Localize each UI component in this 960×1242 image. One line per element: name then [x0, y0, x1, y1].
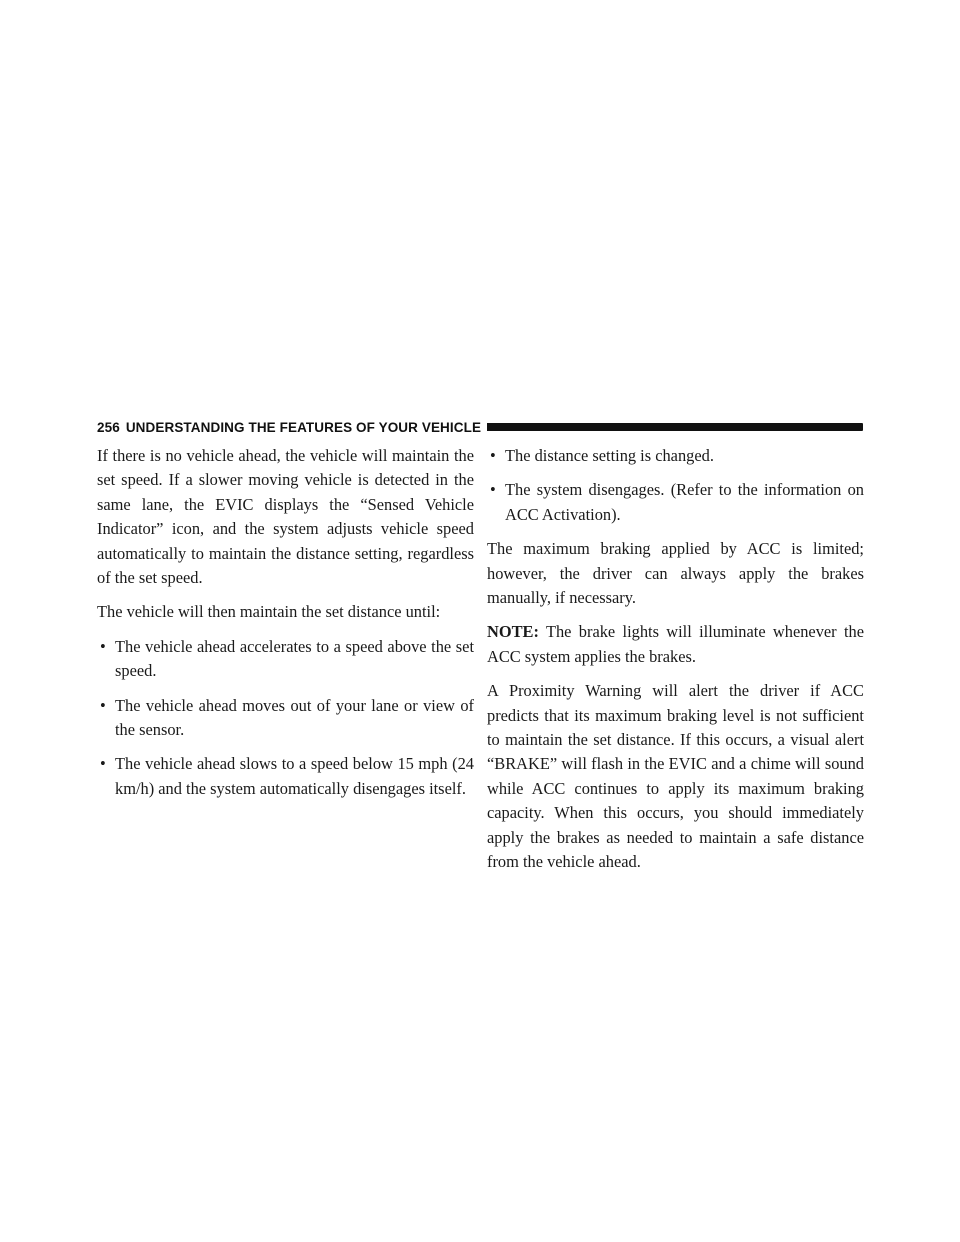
list-item — [97, 635, 474, 684]
page-header — [97, 418, 863, 436]
list-item — [97, 694, 474, 743]
paragraph-sensed-vehicle: If there is no vehicle ahead, the vehicle will maintain the set speed. If a slower moving vehicle is detected in the same lane, the EVIC displays the “Sensed Vehicle Indicator” icon, and the system adjusts vehicle speed automatically to maintain the distance setting, regardless of the set speed. — [97, 446, 474, 588]
page-number: 256 — [97, 419, 120, 435]
list-item — [97, 752, 474, 801]
bullet-icon: • — [100, 636, 106, 656]
list-item-text: The vehicle ahead moves out of your lane or view of the sensor. — [115, 695, 474, 740]
list-item-text: The system disengages. (Refer to the information on ACC Activation). — [505, 480, 864, 524]
list-item-text: The vehicle ahead accelerates to a speed above the set speed. — [115, 636, 474, 681]
list-item-text: The distance setting is changed. — [505, 446, 714, 465]
list-item — [487, 478, 864, 527]
left-column — [97, 444, 474, 811]
paragraph-maintain-distance: The vehicle will then maintain the set distance until: — [97, 602, 441, 622]
note-label: NOTE: — [487, 622, 539, 642]
bullet-icon: • — [490, 480, 496, 500]
paragraph-proximity-warning: A Proximity Warning will alert the driver if ACC predicts that its maximum braking level is not sufficient to maintain the set distance. If this occurs, a visual alert “BRAKE” will flash in the EVIC and a chime will sound while ACC continues to apply its maximum braking capacity. When this occurs, you should immediately apply the brakes as needed to maintain a safe distance from the vehicle ahead. — [487, 681, 864, 872]
bullet-icon: • — [490, 446, 496, 465]
bullet-icon: • — [100, 754, 106, 774]
section-title: UNDERSTANDING THE FEATURES OF YOUR VEHICLE — [125, 419, 482, 435]
bullet-icon: • — [100, 695, 106, 715]
list-item — [487, 444, 864, 468]
note-paragraph — [487, 620, 864, 669]
right-column — [487, 444, 864, 885]
paragraph-max-braking: The maximum braking applied by ACC is limited; however, the driver can always apply the brakes manually, if necessary. — [487, 539, 864, 608]
note-text: The brake lights will illuminate whenever the ACC system applies the brakes. — [487, 622, 864, 666]
header-rule — [487, 423, 863, 431]
list-item-text: The vehicle ahead slows to a speed below 15 mph (24 km/h) and the system automatically disengages itself. — [115, 754, 474, 798]
